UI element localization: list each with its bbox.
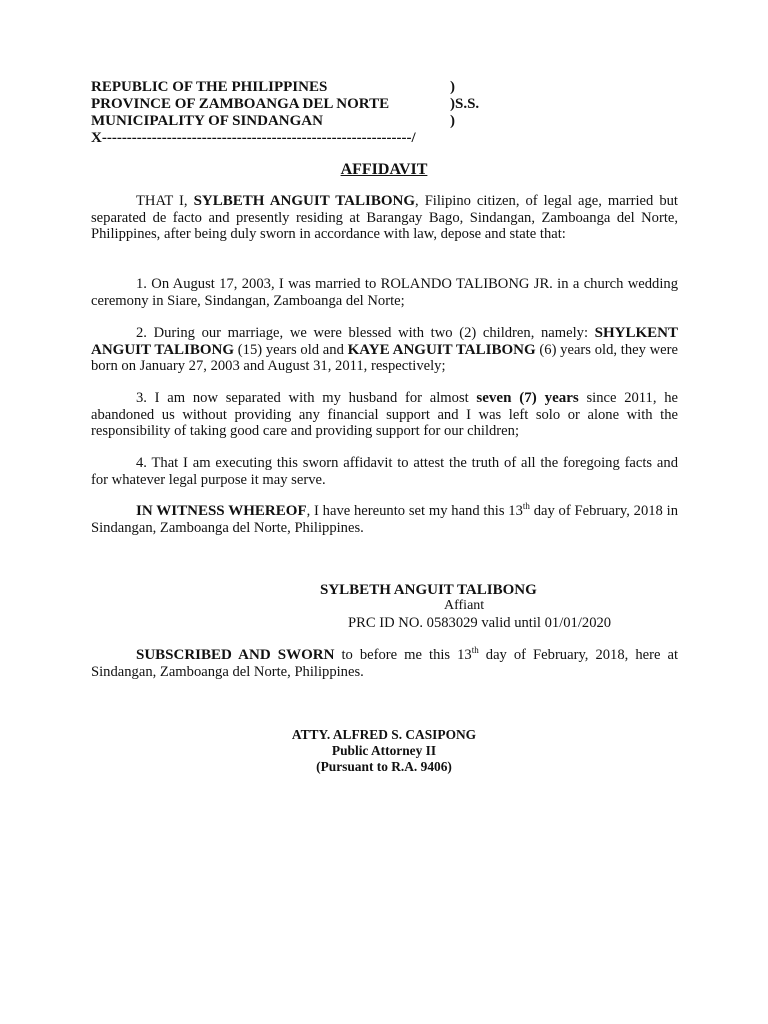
header-bracket-1: ) — [450, 79, 455, 95]
intro-rest: , Filipino citizen, of legal age, married but separated de facto and presently residing at Barangay Bago, Sindangan, Zamboanga del Norte, Philippines, after being duly sworn in accordance with law, depose and state that: — [91, 193, 678, 243]
item-3-rest: since 2011, he abandoned us without providing any financial support and I was left solo or alone with the responsibility of taking good care and providing support for our children; — [91, 390, 679, 440]
sworn-rest: day of February, 2018, here at Sindangan, Zamboanga del Norte, Philippines. — [91, 647, 678, 680]
attorney-block — [0, 727, 768, 775]
item-2-rest: (6) years old, they were born on January 27, 2003 and August 31, 2011, respectively; — [91, 341, 678, 375]
witness-mid: , I have hereunto set my hand this 13 — [306, 503, 523, 519]
witness-rest: day of February, 2018 in Sindangan, Zamboanga del Norte, Philippines. — [91, 503, 678, 536]
header-province: PROVINCE OF ZAMBOANGA DEL NORTE — [91, 96, 390, 112]
header-line-municipality — [91, 113, 611, 130]
sworn-ordinal: th — [471, 645, 479, 656]
header-divider: X--------------------------------------------------------------/ — [91, 130, 416, 146]
header-ss: )S.S. — [450, 96, 480, 112]
header-line-province — [91, 96, 611, 113]
witness-paragraph — [91, 503, 678, 536]
item-4-paragraph — [91, 455, 678, 488]
child-1-name: SHYLKENT ANGUIT TALIBONG — [91, 325, 678, 358]
document-title: AFFIDAVIT — [340, 161, 428, 178]
item-2-paragraph — [91, 325, 678, 375]
venue-header — [91, 79, 611, 147]
item-1-text: 1. On August 17, 2003, I was married to ROLANDO TALIBONG JR. in a church wedding ceremony in Siare, Sindangan, Zamboanga del Norte; — [91, 276, 678, 309]
sworn-heading: SUBSCRIBED AND SWORN — [136, 647, 335, 663]
prc-id: PRC ID NO. 0583029 valid until 01/01/2020 — [348, 615, 612, 631]
affiant-signature-name: SYLBETH ANGUIT TALIBONG — [320, 582, 537, 598]
attorney-basis: (Pursuant to R.A. 9406) — [316, 759, 452, 774]
child-2-name: KAYE ANGUIT TALIBONG — [347, 341, 536, 358]
header-line-divider — [91, 130, 611, 147]
header-republic: REPUBLIC OF THE PHILIPPINES — [91, 79, 328, 95]
item-3-paragraph — [91, 390, 678, 440]
attorney-name: ATTY. ALFRED S. CASIPONG — [291, 727, 477, 742]
item-3-duration: seven (7) years — [476, 390, 579, 406]
sworn-mid: to before me this 13 — [334, 647, 472, 663]
affiant-name-inline: SYLBETH ANGUIT TALIBONG — [193, 193, 416, 209]
affiant-label: Affiant — [444, 598, 485, 613]
item-3-lead: 3. I am now separated with my husband for almost — [136, 390, 477, 406]
witness-ordinal: th — [522, 501, 530, 512]
header-line-republic — [91, 79, 611, 96]
witness-heading: IN WITNESS WHEREOF — [136, 503, 307, 519]
header-municipality: MUNICIPALITY OF SINDANGAN — [91, 113, 323, 129]
sworn-paragraph — [91, 647, 678, 680]
item-2-mid: (15) years old and — [234, 341, 348, 358]
intro-lead: THAT I, — [136, 193, 194, 209]
item-4-text: 4. That I am executing this sworn affidavit to attest the truth of all the foregoing facts and for whatever legal purpose it may serve. — [91, 455, 678, 488]
item-1-paragraph — [91, 276, 678, 309]
intro-paragraph — [91, 193, 678, 243]
header-bracket-3: ) — [450, 113, 455, 129]
item-2-lead: 2. During our marriage, we were blessed with two (2) children, namely: — [136, 325, 595, 341]
attorney-title: Public Attorney II — [331, 743, 437, 758]
